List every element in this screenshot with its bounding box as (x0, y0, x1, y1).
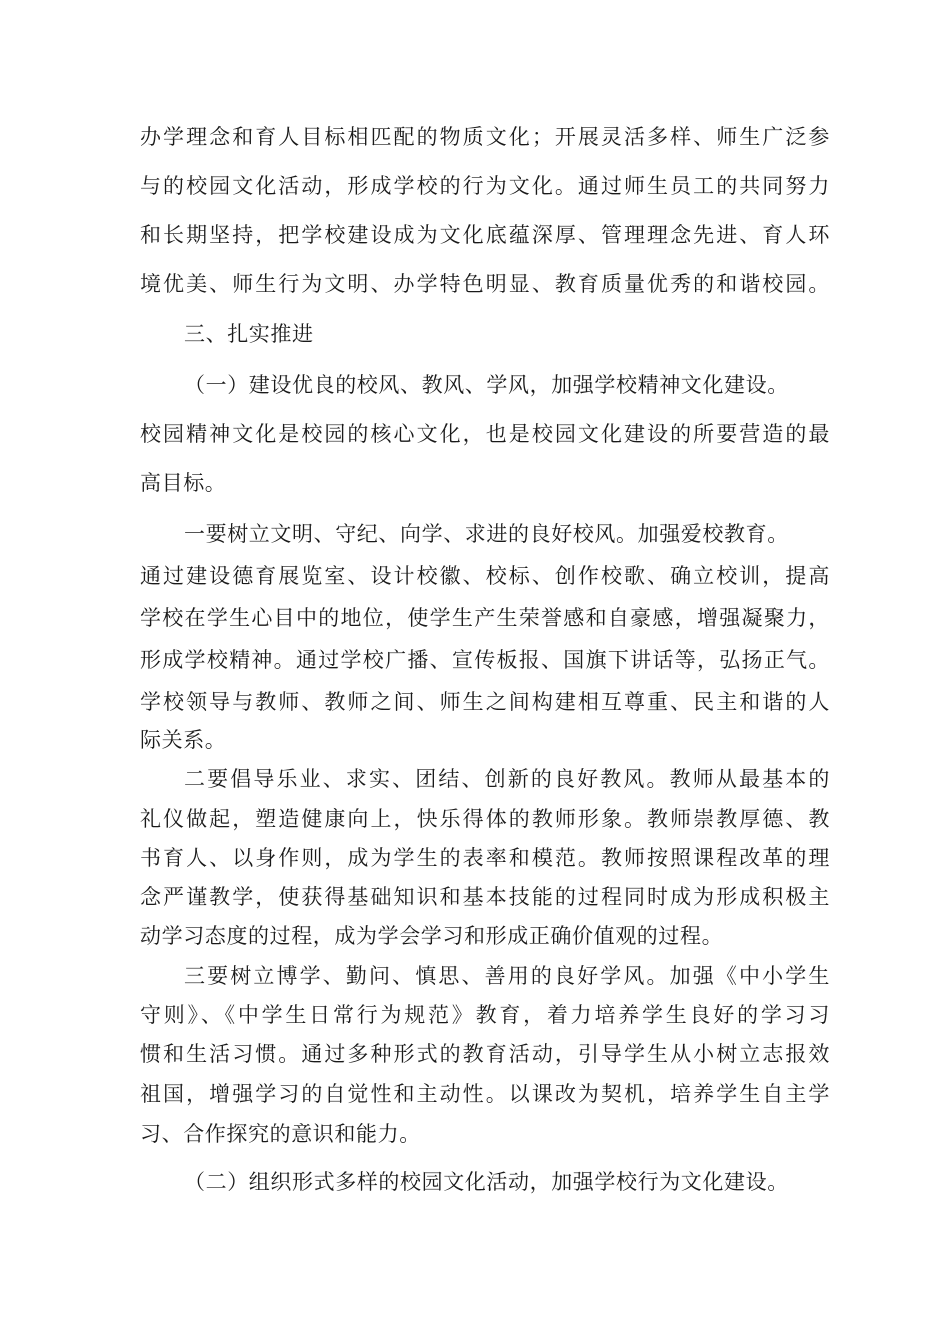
text-line: 境优美、师生行为文明、办学特色明显、教育质量优秀的和谐校园。 (140, 272, 830, 296)
text-line: 书育人、以身作则，成为学生的表率和模范。教师按照课程改革的理 (140, 846, 830, 870)
text-line: 与的校园文化活动，形成学校的行为文化。通过师生员工的共同努力 (140, 174, 830, 198)
text-line: 念严谨教学，使获得基础知识和基本技能的过程同时成为形成积极主 (140, 885, 830, 909)
text-line: 际关系。 (140, 728, 227, 752)
text-line: 形成学校精神。通过学校广播、宣传板报、国旗下讲话等，弘扬正气。 (140, 648, 830, 672)
text-line: 习、合作探究的意识和能力。 (140, 1122, 421, 1146)
text-line: 校园精神文化是校园的核心文化，也是校园文化建设的所要营造的最 (140, 422, 830, 446)
subsection-heading: （一）建设优良的校风、教风、学风，加强学校精神文化建设。 (184, 373, 789, 397)
text-line: 礼仪做起，塑造健康向上，快乐得体的教师形象。教师崇教厚德、教 (140, 807, 830, 831)
text-line: 和长期坚持，把学校建设成为文化底蕴深厚、管理理念先进、育人环 (140, 223, 830, 247)
text-line: 惯和生活习惯。通过多种形式的教育活动，引导学生从小树立志报效 (140, 1042, 830, 1066)
text-line: 学校领导与教师、教师之间、师生之间构建相互尊重、民主和谐的人 (140, 690, 830, 714)
text-line: 守则》、《中学生日常行为规范》教育，着力培养学生良好的学习习 (140, 1003, 830, 1027)
paragraph-first-line: 二要倡导乐业、求实、团结、创新的良好教风。教师从最基本的 (184, 767, 830, 791)
text-line: 办学理念和育人目标相匹配的物质文化；开展灵活多样、师生广泛参 (140, 125, 830, 149)
subsection-heading: （二）组织形式多样的校园文化活动，加强学校行为文化建设。 (184, 1170, 789, 1194)
text-line: 动学习态度的过程，成为学会学习和形成正确价值观的过程。 (140, 924, 724, 948)
text-line: 通过建设德育展览室、设计校徽、校标、创作校歌、确立校训，提高 (140, 564, 830, 588)
paragraph-first-line: 一要树立文明、守纪、向学、求进的良好校风。加强爱校教育。 (184, 522, 789, 546)
paragraph-first-line: 三要树立博学、勤问、慎思、善用的良好学风。加强《中小学生 (184, 964, 830, 988)
section-heading: 三、扎实推进 (184, 322, 314, 346)
text-line: 高目标。 (140, 471, 227, 495)
text-line: 祖国，增强学习的自觉性和主动性。以课改为契机，培养学生自主学 (140, 1082, 830, 1106)
text-line: 学校在学生心目中的地位，使学生产生荣誉感和自豪感，增强凝聚力， (140, 606, 830, 630)
